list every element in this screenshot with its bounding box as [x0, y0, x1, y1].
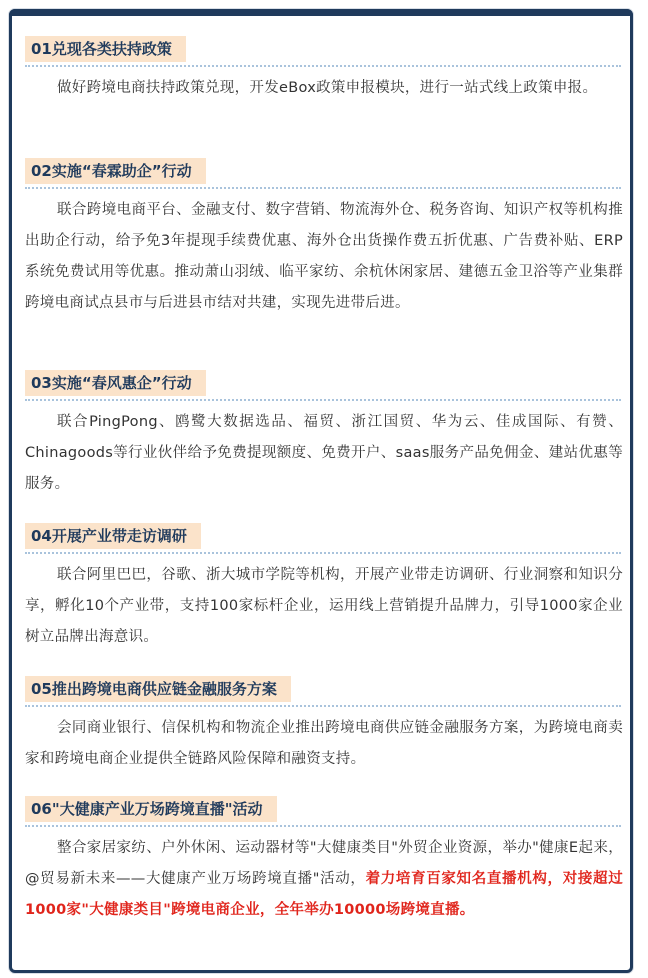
section-body: [25, 833, 623, 926]
section-title: 04开展产业带走访调研: [25, 523, 201, 549]
section-body: 会同商业银行、信保机构和物流企业推出跨境电商供应链金融服务方案，为跨境电商卖家和跨境电商企业提供全链路风险保障和融资支持。: [25, 720, 623, 767]
section-divider: [25, 65, 621, 67]
section-body-highlight: 着力培育百家知名直播机构，对接超过1000家"大健康类目"跨境电商企业，全年举办10000场跨境直播。: [25, 871, 623, 918]
section-divider: [25, 705, 621, 707]
section-3: [25, 370, 623, 500]
top-bar: [9, 9, 633, 16]
section-body: 做好跨境电商扶持政策兑现，开发eBox政策申报模块，进行一站式线上政策申报。: [57, 80, 598, 96]
section-6: [25, 796, 623, 926]
section-body: 联合阿里巴巴，谷歌、浙大城市学院等机构，开展产业带走访调研、行业洞察和知识分享，孵化10个产业带，支持100家标杆企业，运用线上营销提升品牌力，引导1000家企业树立品牌出海意识。: [25, 567, 623, 645]
section-title: 02实施“春霖助企”行动: [25, 158, 206, 184]
section-divider: [25, 552, 621, 554]
section-title: 03实施“春风惠企”行动: [25, 370, 206, 396]
section-divider: [25, 187, 621, 189]
section-title: 05推出跨境电商供应链金融服务方案: [25, 676, 291, 702]
section-title: 01兑现各类扶持政策: [25, 36, 186, 62]
article-frame: [9, 9, 633, 973]
section-title: 06"大健康产业万场跨境直播"活动: [25, 796, 277, 822]
section-body: 联合跨境电商平台、金融支付、数字营销、物流海外仓、税务咨询、知识产权等机构推出助企行动，给予免3年提现手续费优惠、海外仓出货操作费五折优惠、广告费补贴、ERP系统免费试用等优惠。推动萧山羽绒、临平家纺、余杭休闲家居、建德五金卫浴等产业集群跨境电商试点县市与后进县市结对共建，实现先进带后进。: [25, 202, 623, 311]
section-2: [25, 158, 623, 319]
section-1: [25, 36, 623, 104]
section-body: 联合PingPong、鸥鹭大数据选品、福贸、浙江国贸、华为云、佳成国际、有赞、Chinagoods等行业伙伴给予免费提现额度、免费开户、saas服务产品免佣金、建站优惠等服务。: [25, 414, 623, 492]
section-4: [25, 523, 623, 653]
section-body-text: 整合家居家纺、户外休闲、运动器材等"大健康类目"外贸企业资源，举办"健康E起来，@贸易新未来——大健康产业万场跨境直播"活动，: [25, 840, 623, 887]
section-divider: [25, 825, 621, 827]
section-divider: [25, 399, 621, 401]
section-5: [25, 676, 623, 775]
